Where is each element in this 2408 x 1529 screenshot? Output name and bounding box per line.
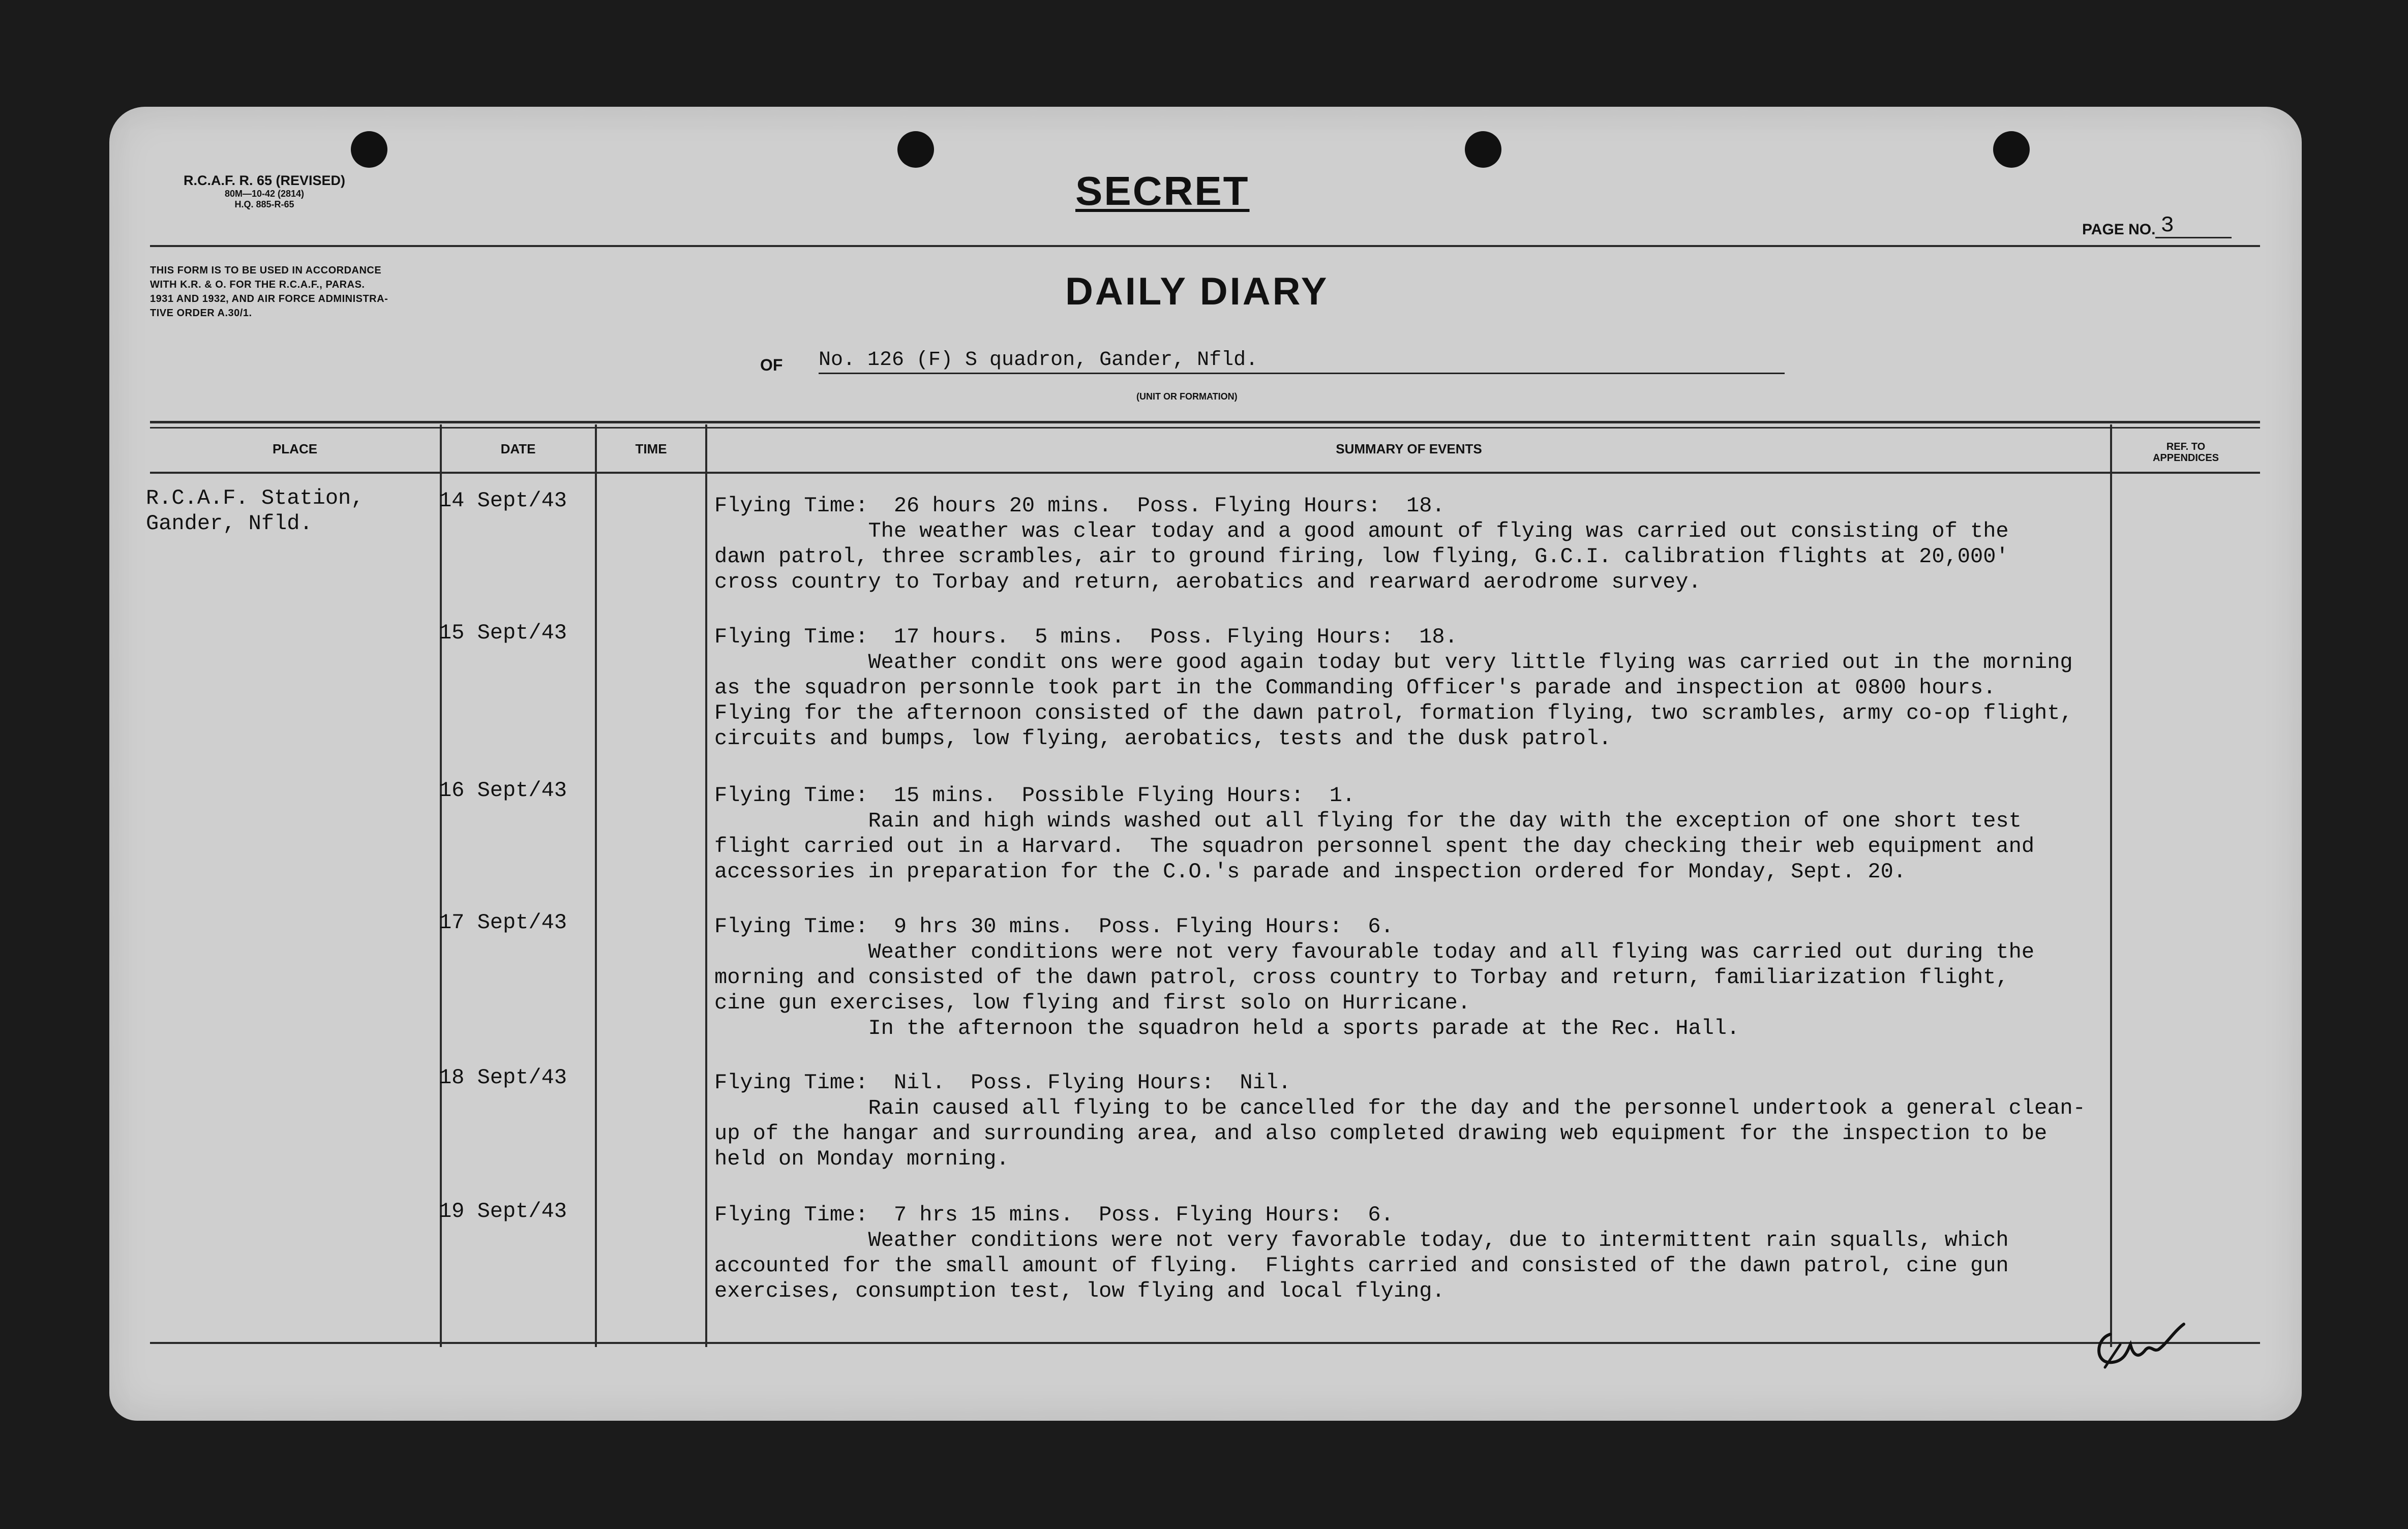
column-header-place: PLACE	[272, 441, 318, 456]
header-divider	[150, 245, 2260, 247]
unit-field-label: (UNIT OR FORMATION)	[1136, 391, 1238, 402]
punch-hole	[1465, 131, 1501, 168]
page-title: DAILY DIARY	[1065, 270, 1329, 313]
notice-line: TIVE ORDER A.30/1.	[150, 308, 252, 319]
punch-hole	[1993, 131, 2030, 168]
page-number-label: PAGE NO.	[2082, 221, 2156, 238]
unit-field: No. 126 (F) S quadron, Gander, Nfld.	[819, 348, 1785, 374]
entry-summary: Flying Time: 15 mins. Possible Flying Hours: 1. Rain and high winds washed out all flying for the day with the exception of one short test flight carried out in a Harvard. The squadron personnel spent the day checking their web equipment and accessories in preparation for the C.O.'s parade and inspection ordered for Monday, Sept. 20.	[714, 783, 2035, 884]
form-id-line: H.Q. 885-R-65	[234, 199, 294, 209]
page-number-value: 3	[2155, 215, 2232, 238]
entry-summary: Flying Time: 9 hrs 30 mins. Poss. Flying Hours: 6. Weather conditions were not very favourable today and all flying was carried out during the morning and consisted of the dawn patrol, cross country to Torbay and return, familiarization flight, cine gun exercises, low flying and first solo on Hurricane. In the afternoon the squadron held a sports parade at the Rec. Hall.	[714, 914, 2035, 1041]
punch-hole	[351, 131, 387, 168]
diary-form-card	[109, 107, 2302, 1421]
column-header-ref	[2112, 441, 2260, 464]
form-id-line: R.C.A.F. R. 65 (REVISED)	[183, 173, 346, 188]
entry-summary: Flying Time: 26 hours 20 mins. Poss. Flying Hours: 18. The weather was clear today and a good amount of flying was carried out consisting of the dawn patrol, three scrambles, air to ground firing, low flying, G.C.I. calibration flights at 20,000' cross country to Torbay and return, aerobatics and rearward aerodrome survey.	[714, 494, 2009, 594]
column-divider	[595, 424, 597, 1347]
notice-line: WITH K.R. & O. FOR THE R.C.A.F., PARAS.	[150, 279, 365, 290]
entry-summary: Flying Time: 17 hours. 5 mins. Poss. Flying Hours: 18. Weather condit ons were good again today but very little flying was carried out in the morning as the squadron personnle took part in the Commanding Officer's parade and inspection at 0800 hours. Flying for the afternoon consisted of the dawn patrol, formation flying, two scrambles, army co-op flight, circuits and bumps, low flying, aerobatics, tests and the dusk patrol.	[714, 625, 2073, 751]
classification-label: SECRET	[1075, 168, 1250, 213]
entry-date: 14 Sept/43	[438, 488, 567, 513]
column-header-time: TIME	[635, 441, 667, 456]
column-header-rule	[150, 472, 2260, 474]
table-bottom-rule	[150, 1342, 2260, 1344]
entry-date: 18 Sept/43	[438, 1065, 567, 1090]
punch-hole	[897, 131, 934, 168]
notice-line: 1931 AND 1932, AND AIR FORCE ADMINISTRA-	[150, 293, 388, 304]
form-id-line: 80M—10-42 (2814)	[224, 189, 305, 199]
entry-date: 19 Sept/43	[438, 1199, 567, 1224]
regulation-notice	[150, 263, 557, 320]
column-divider	[705, 424, 707, 1347]
notice-line: THIS FORM IS TO BE USED IN ACCORDANCE	[150, 265, 382, 276]
entry-date: 17 Sept/43	[438, 910, 567, 935]
column-divider	[2110, 424, 2112, 1347]
ref-header-line: APPENDICES	[2152, 452, 2219, 464]
page-number-field	[2082, 215, 2232, 238]
place-cell: R.C.A.F. Station, Gander, Nfld.	[146, 486, 364, 536]
entry-summary: Flying Time: Nil. Poss. Flying Hours: Nil. Rain caused all flying to be cancelled for the day and the personnel undertook a general clean- up of the hangar and surrounding area, and also completed drawing web equipment for the inspection to be held on Monday morning.	[714, 1071, 2086, 1171]
handwritten-signature	[2090, 1314, 2191, 1375]
column-header-summary: SUMMARY OF EVENTS	[1336, 441, 1482, 456]
column-header-date: DATE	[500, 441, 536, 456]
entry-date: 15 Sept/43	[438, 621, 567, 645]
entry-summary: Flying Time: 7 hrs 15 mins. Poss. Flying Hours: 6. Weather conditions were not very favorable today, due to intermittent rain squalls, which accounted for the small amount of flying. Flights carried and consisted of the dawn patrol, cine gun exercises, consumption test, low flying and local flying.	[714, 1203, 2009, 1303]
table-top-rule	[150, 421, 2260, 423]
ref-header-line: REF. TO	[2166, 441, 2206, 452]
of-label: OF	[760, 356, 783, 374]
entry-date: 16 Sept/43	[438, 778, 567, 803]
form-identifier	[158, 173, 371, 209]
table-top-rule	[150, 427, 2260, 429]
